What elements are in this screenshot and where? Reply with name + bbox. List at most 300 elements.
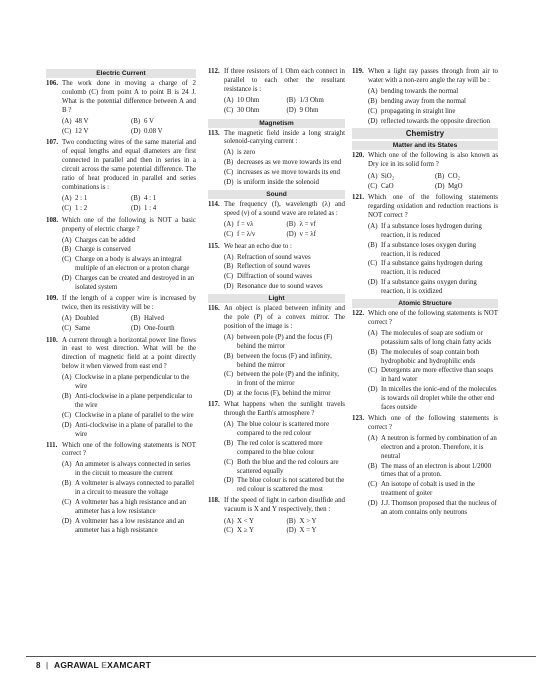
question-text: The frequency (f), wavelength (λ) and speed (v) of a sound wave are related as : xyxy=(224,200,345,217)
option xyxy=(287,518,346,527)
option xyxy=(368,463,498,481)
option-text: If a substance loses hydrogen during reaction, it is reduced xyxy=(381,222,482,239)
option xyxy=(62,118,127,127)
option xyxy=(287,231,346,240)
option xyxy=(368,386,498,413)
option-letter: (C) xyxy=(62,498,72,506)
option-letter: (D) xyxy=(368,117,378,125)
option xyxy=(62,325,127,334)
option xyxy=(131,195,196,204)
page-footer xyxy=(26,656,536,678)
question xyxy=(352,415,498,433)
option xyxy=(287,97,346,106)
question xyxy=(208,401,345,419)
option-text: Diffraction of sound waves xyxy=(237,273,313,281)
option xyxy=(224,107,283,116)
option-text: An isotope of cobalt is used in the treatment of goiter xyxy=(381,481,475,498)
question-number: 122. xyxy=(352,310,365,318)
option-letter: (A) xyxy=(224,97,234,105)
section-heading: Sound xyxy=(208,190,345,199)
option-letter: (B) xyxy=(131,195,141,203)
option-text: A voltmeter has a high resistance and an ammeter has a low resistance xyxy=(75,498,187,515)
question xyxy=(46,442,196,460)
option-text: An ammeter is always connected in series in the circuit to measure the current xyxy=(75,461,191,478)
option-letter: (D) xyxy=(286,527,297,535)
question-number: 117. xyxy=(208,401,220,409)
option-text: SiO₂ xyxy=(381,172,395,180)
section-heading: Light xyxy=(208,294,345,303)
question xyxy=(208,305,345,332)
question xyxy=(46,217,196,235)
option-letter: (C) xyxy=(368,367,378,375)
option-text: Charges can be added xyxy=(75,236,136,244)
option xyxy=(224,421,345,439)
option-text: between the focus (F) and infinity, behind the mirror xyxy=(237,352,332,369)
footer-rule xyxy=(26,656,536,657)
option xyxy=(287,221,346,230)
option-text: Charge on a body is always an integral multiple of an electron or a proton charge xyxy=(75,256,190,273)
option-letter: (A) xyxy=(224,221,234,229)
option-letter: (C) xyxy=(368,182,378,190)
option xyxy=(435,183,498,192)
option-letter: (A) xyxy=(62,236,72,244)
option xyxy=(224,477,345,495)
option-list xyxy=(224,334,345,399)
option xyxy=(224,254,345,263)
question xyxy=(352,310,498,328)
option-letter: (C) xyxy=(62,325,72,333)
section-heading: Matter and its States xyxy=(352,141,498,150)
option-text: propagating in straight line xyxy=(381,107,456,115)
question-text: We hear an echo due to : xyxy=(224,242,292,250)
question-text: If the speed of light in carbon disulfide and vacuum is X and Y respectively, then : xyxy=(224,497,345,514)
option-list xyxy=(224,421,345,495)
option-list xyxy=(62,195,196,215)
option xyxy=(131,315,196,324)
option-letter: (B) xyxy=(286,221,296,229)
option xyxy=(62,480,196,498)
option xyxy=(224,221,283,230)
option-text: In micelles the ionic-end of the molecules is towards oil droplet while the other end faces outside xyxy=(381,386,497,412)
brand-x: E xyxy=(101,660,108,670)
question-number: 108. xyxy=(46,216,59,224)
column-3 xyxy=(352,68,498,520)
option xyxy=(62,256,196,274)
option-letter: (A) xyxy=(62,315,72,323)
option-text: bending away from the normal xyxy=(381,97,466,105)
option-text: 9 Ohm xyxy=(299,107,319,115)
option xyxy=(62,461,196,479)
option-text: f = λ/v xyxy=(237,231,256,239)
option-text: Clockwise in a plane of parallel to the wire xyxy=(75,411,194,419)
question xyxy=(352,194,498,221)
option-text: is zero xyxy=(237,149,256,157)
option-text: v = λf xyxy=(299,231,316,239)
option-list xyxy=(368,223,498,297)
option xyxy=(62,237,196,246)
brand-rest: XAMCART xyxy=(107,660,152,670)
section-heading: Atomic Structure xyxy=(352,299,498,308)
question-number: 116. xyxy=(208,305,220,313)
question-text: What happens when the sunlight travels through the Earth's atmosphere ? xyxy=(224,401,345,418)
question-number: 106. xyxy=(46,80,59,87)
option-text: reflected towards the opposite direction xyxy=(381,117,491,125)
brand-main: AGRAWAL xyxy=(54,660,99,670)
question-text: Which one of the following statements is correct ? xyxy=(368,415,498,431)
option-text: between pole (P) and the focus (F) behind the mirror xyxy=(237,333,333,350)
option xyxy=(131,205,196,214)
question-text: If three resistors of 1 Ohm each connect in parallel to each other the resultant resistance is : xyxy=(224,68,345,93)
option xyxy=(131,325,196,334)
option-text: Same xyxy=(75,325,91,333)
option xyxy=(224,149,345,158)
option-text: A neutron is formed by combination of an electron and a proton. Therefore, it is neutral xyxy=(381,434,497,460)
option-letter: (C) xyxy=(224,169,234,177)
option xyxy=(62,315,127,324)
option-letter: (C) xyxy=(368,260,378,268)
option-letter: (B) xyxy=(224,263,234,271)
option-letter: (B) xyxy=(131,315,141,323)
option-letter: (B) xyxy=(286,97,296,105)
option-letter: (A) xyxy=(224,149,234,157)
option-text: Anti-clockwise in a plane perpendicular to the wire xyxy=(75,393,193,409)
option-text: 2 : 1 xyxy=(75,195,88,203)
option-text: between the pole (P) and the infinity, in front of the mirror xyxy=(237,371,339,388)
option-letter: (B) xyxy=(368,348,378,356)
option-letter: (D) xyxy=(224,477,234,485)
question-number: 110. xyxy=(46,336,58,344)
option-text: Doubled xyxy=(75,315,99,323)
option-letter: (A) xyxy=(224,421,234,428)
option-text: 4 : 1 xyxy=(144,195,157,203)
option-letter: (B) xyxy=(62,480,72,488)
option-text: Resonance due to sound waves xyxy=(237,283,323,291)
option-text: λ = vf xyxy=(299,221,316,229)
option xyxy=(368,260,498,278)
option-text: decreases as we move towards its end xyxy=(237,159,342,167)
option xyxy=(368,349,498,367)
question-number: 115. xyxy=(208,242,220,250)
option-letter: (B) xyxy=(286,517,296,525)
option-text: The red color is scattered more compared to the blue colour xyxy=(237,439,323,456)
option-letter: (A) xyxy=(368,434,378,442)
question-text: Which one of the following statements is NOT correct ? xyxy=(368,310,498,326)
option-letter: (A) xyxy=(62,118,72,126)
option-letter: (C) xyxy=(224,371,234,379)
question-text: Which one of the following is also known as Dry ice in its solid form ? xyxy=(368,152,498,169)
option-text: Reflection of sound waves xyxy=(237,263,311,271)
question xyxy=(46,295,196,313)
option-letter: (B) xyxy=(224,439,234,447)
section-heading: Magnetism xyxy=(208,119,345,128)
option-list xyxy=(368,435,498,518)
question-number: 123. xyxy=(352,415,365,422)
option-list xyxy=(224,221,345,241)
option-text: bending towards the normal xyxy=(381,87,459,95)
option-text: X < Y xyxy=(237,517,255,525)
option-text: The blue colour is not scattered but the red colour is scattered the most xyxy=(237,477,345,494)
option xyxy=(435,173,498,182)
option-text: 1 : 2 xyxy=(75,205,88,213)
option-letter: (B) xyxy=(62,393,72,400)
question-text: Which one of the following statements is NOT correct ? xyxy=(62,441,196,458)
option xyxy=(368,223,498,241)
option-letter: (B) xyxy=(368,462,378,470)
option-letter: (B) xyxy=(224,159,234,167)
option-letter: (C) xyxy=(224,107,234,115)
option-list xyxy=(62,315,196,335)
option xyxy=(62,246,196,255)
brand-logo xyxy=(54,660,151,670)
option-text: at the focus (F), behind the mirror xyxy=(237,390,331,398)
option xyxy=(62,195,127,204)
option-letter: (D) xyxy=(224,390,234,398)
option-list xyxy=(62,374,196,439)
option xyxy=(368,279,498,297)
option-text: CO₂ xyxy=(448,172,460,180)
option-text: If a substance gains hydrogen during reaction, it is reduced xyxy=(381,260,483,277)
option xyxy=(368,435,498,462)
option-text: Refraction of sound waves xyxy=(237,253,311,261)
question xyxy=(208,497,345,515)
option-text: Detergents are more effective than soaps in hard water xyxy=(381,367,494,384)
question xyxy=(208,201,345,219)
option-letter: (D) xyxy=(368,279,378,287)
option-text: A voltmeter has a low resistance and an ammeter has a high resistance xyxy=(75,517,185,534)
option-list xyxy=(224,517,345,537)
option xyxy=(224,169,345,178)
option xyxy=(224,179,345,188)
option-text: increases as we move towards its end xyxy=(237,169,340,177)
option-text: MgO xyxy=(448,182,463,190)
question-number: 112. xyxy=(208,68,220,75)
option xyxy=(224,334,345,352)
option-text: 30 Ohm xyxy=(237,107,260,115)
option-letter: (D) xyxy=(131,325,141,333)
option-letter: (B) xyxy=(62,246,72,254)
question-number: 113. xyxy=(208,129,220,137)
option-text: 6 V xyxy=(144,118,155,126)
question-text: The work done in moving a charge of 2 coulomb (C) from point A to point B is 24 J. What is the potential difference between A and B ? xyxy=(62,80,196,114)
option xyxy=(224,440,345,458)
option-letter: (D) xyxy=(286,107,297,115)
option-text: The molecules of soap are sodium or potassium salts of long chain fatty acids xyxy=(381,329,492,346)
option-letter: (D) xyxy=(62,421,72,429)
section-heading: Electric Current xyxy=(46,69,196,78)
option-letter: (D) xyxy=(62,275,72,283)
option xyxy=(62,422,196,440)
question xyxy=(208,243,345,252)
option-list xyxy=(62,118,196,138)
option-letter: (A) xyxy=(224,253,234,261)
option-list xyxy=(62,461,196,535)
option xyxy=(368,108,498,117)
option-text: J.J. Thomson proposed that the nucleus of an atom contains only neutrons xyxy=(381,500,497,517)
option-letter: (B) xyxy=(224,352,234,360)
option-text: One-fourth xyxy=(144,325,175,333)
option-letter: (A) xyxy=(224,333,234,341)
option-letter: (A) xyxy=(368,87,378,95)
option-text: CaO xyxy=(381,182,394,190)
question-number: 114. xyxy=(208,200,220,208)
column-1 xyxy=(46,68,196,538)
option-text: 48 V xyxy=(75,118,89,126)
option-letter: (B) xyxy=(131,118,141,126)
question-number: 107. xyxy=(46,139,59,147)
option xyxy=(224,159,345,168)
option xyxy=(368,481,498,499)
option-text: Clockwise in a plane perpendicular to the wire xyxy=(75,374,190,391)
option xyxy=(131,118,196,127)
question-text: If the length of a copper wire is increased by twice, then its resistivity will be : xyxy=(62,294,196,311)
option xyxy=(224,518,283,527)
question-number: 111. xyxy=(46,441,58,449)
option-list xyxy=(368,88,498,127)
question-text: A current through a horizontal power line flows in east to west direction. What will be the direction of magnetic field at a point directly below it when viewed from east end ? xyxy=(62,336,196,371)
option-letter: (D) xyxy=(224,283,234,291)
question-number: 120. xyxy=(352,152,365,160)
option xyxy=(62,205,127,214)
question-text: Two conducting wires of the same material and of equal lengths and equal diameters are first connected in parallel and then in series in a circuit across the same potential difference. The ratio of heat produced in parallel and series combinations is : xyxy=(62,139,196,191)
option-text: X > Y xyxy=(299,517,317,525)
option-letter: (D) xyxy=(131,205,141,213)
option-text: f = vλ xyxy=(237,221,254,229)
option xyxy=(62,412,196,421)
option-letter: (A) xyxy=(62,195,72,203)
option-text: The mass of an electron is about 1/2000 times that of a proton. xyxy=(381,462,492,479)
option-letter: (B) xyxy=(368,241,378,249)
option-letter: (D) xyxy=(368,500,378,508)
option-text: Both the blue and the red colours are scattered equally xyxy=(237,458,339,475)
option-list xyxy=(224,149,345,188)
option-text: Charge is conserved xyxy=(75,246,131,254)
option xyxy=(368,500,498,518)
option xyxy=(62,393,196,411)
column-2 xyxy=(208,68,345,539)
option-letter: (A) xyxy=(224,517,234,525)
option-list xyxy=(224,254,345,293)
option xyxy=(224,390,345,399)
question-text: Which one of the following is NOT a basic property of electric charge ? xyxy=(62,216,196,233)
option xyxy=(368,183,431,192)
option-letter: (C) xyxy=(224,273,234,281)
option xyxy=(368,173,431,182)
question-number: 109. xyxy=(46,294,59,302)
option xyxy=(224,459,345,477)
option-letter: (D) xyxy=(368,386,378,394)
option-text: If a substance gains oxygen during reaction, it is oxidized xyxy=(381,279,477,296)
question xyxy=(208,68,345,95)
option-letter: (D) xyxy=(435,182,445,190)
option-letter: (C) xyxy=(224,527,234,535)
option xyxy=(368,367,498,385)
option xyxy=(62,499,196,517)
option xyxy=(224,283,345,292)
option-letter: (C) xyxy=(62,205,72,213)
option-text: Anti-clockwise in a plane of parallel to the wire xyxy=(75,421,193,438)
option-text: Charges can be created and destroyed in an isolated system xyxy=(75,275,195,292)
option xyxy=(368,242,498,260)
option-letter: (C) xyxy=(224,231,234,239)
question xyxy=(46,80,196,116)
option xyxy=(224,353,345,371)
option-letter: (A) xyxy=(62,461,72,469)
option-text: X = Y xyxy=(299,527,317,535)
option-letter: (B) xyxy=(368,97,378,105)
page-number: 8 xyxy=(36,661,41,670)
option xyxy=(287,527,346,536)
option-text: The blue colour is scattered more compared to the red colour xyxy=(237,421,330,437)
option-text: is uniform inside the solenoid xyxy=(237,179,319,187)
option-text: Halved xyxy=(144,315,164,323)
option xyxy=(224,273,345,282)
option xyxy=(131,128,196,137)
option xyxy=(368,88,498,97)
question-number: 119. xyxy=(352,68,364,75)
option-letter: (B) xyxy=(435,172,445,180)
option-letter: (A) xyxy=(368,172,378,180)
option-letter: (A) xyxy=(62,374,72,382)
question-text: An object is placed between infinity and the pole (P) of a convex mirror. The position of the image is : xyxy=(224,305,345,330)
option-text: The molecules of soap contain both hydrophobic and hydrophilic ends xyxy=(381,348,480,365)
option xyxy=(224,231,283,240)
option xyxy=(62,128,127,137)
section-heading: Chemistry xyxy=(352,128,498,139)
footer-separator: | xyxy=(46,661,49,670)
option-text: X ≥ Y xyxy=(237,527,254,535)
option-text: 1 : 4 xyxy=(144,205,157,213)
option xyxy=(224,263,345,272)
option-letter: (C) xyxy=(368,107,378,115)
option-letter: (D) xyxy=(131,128,141,136)
option xyxy=(368,330,498,348)
option-letter: (A) xyxy=(368,329,378,337)
option xyxy=(62,275,196,293)
option-letter: (C) xyxy=(62,128,72,136)
question xyxy=(352,152,498,170)
option-letter: (C) xyxy=(62,256,72,264)
question-number: 121. xyxy=(352,194,365,202)
question-text: When a light ray passes through from air to water with a non-zero angle the ray will be : xyxy=(368,68,498,84)
option xyxy=(62,374,196,392)
option-text: 12 V xyxy=(75,128,89,136)
option-letter: (C) xyxy=(62,411,72,419)
question xyxy=(46,337,196,373)
option-list xyxy=(368,172,498,192)
option-list xyxy=(224,97,345,117)
option xyxy=(224,527,283,536)
option-text: 0.08 V xyxy=(144,128,163,136)
option-list xyxy=(62,237,196,293)
option-letter: (A) xyxy=(368,222,378,230)
option-list xyxy=(368,330,498,413)
option xyxy=(287,107,346,116)
option-letter: (D) xyxy=(62,517,72,525)
option xyxy=(224,97,283,106)
option xyxy=(224,371,345,389)
question-number: 118. xyxy=(208,497,220,505)
option-text: A voltmeter is always connected to parallel in a circuit to measure the voltage xyxy=(75,480,195,497)
question xyxy=(352,68,498,86)
option-letter: (C) xyxy=(368,481,378,489)
option-letter: (D) xyxy=(286,231,297,239)
question xyxy=(208,130,345,148)
option-text: If a substance loses oxygen during reaction, it is reduced xyxy=(381,241,477,258)
option-text: 10 Ohm xyxy=(237,97,260,105)
option xyxy=(368,98,498,107)
option xyxy=(368,118,498,127)
option-letter: (D) xyxy=(224,179,234,187)
